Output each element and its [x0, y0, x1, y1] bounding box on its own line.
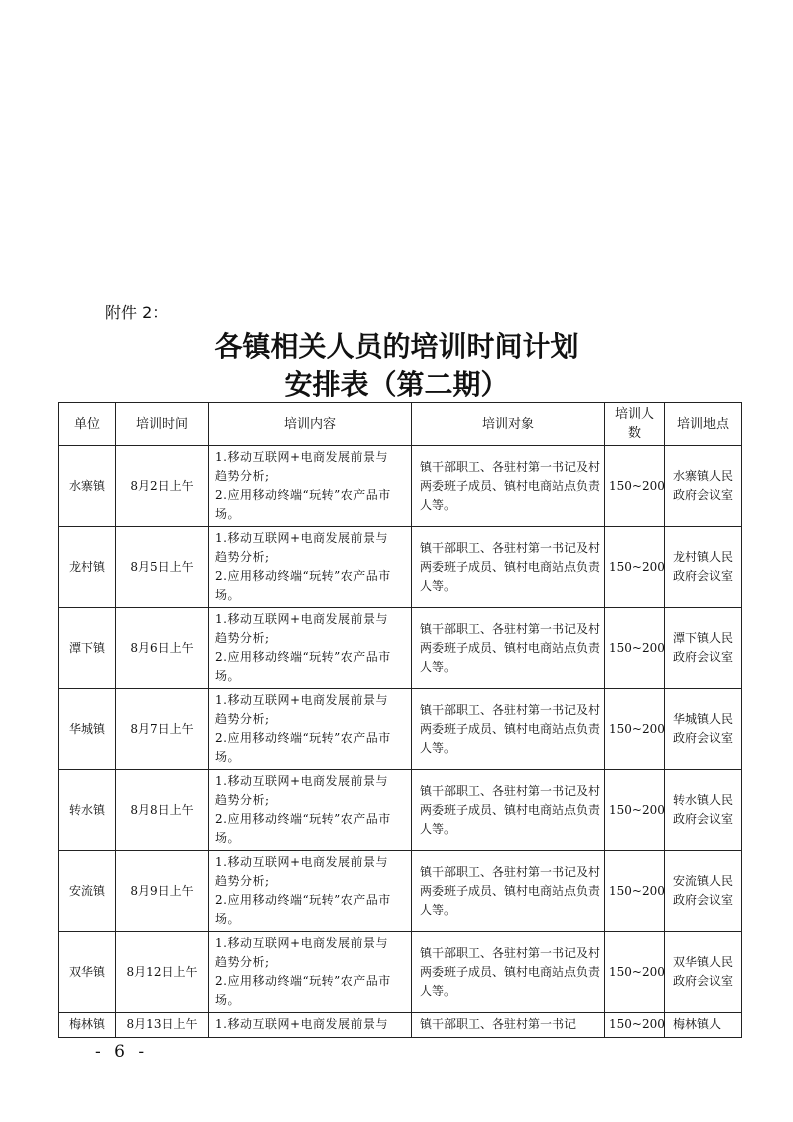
content-line: 1.移动互联网+电商发展前景与 — [215, 936, 389, 950]
cell-place: 潭下镇人民政府会议室 — [665, 608, 742, 689]
content-line: 2.应用移动终端“玩转”农产品市 — [215, 569, 391, 583]
cell-content — [209, 932, 412, 1013]
content-line: 1.移动互联网+电商发展前景与 — [215, 1017, 389, 1031]
page-number: - 6 - — [95, 1042, 149, 1062]
table-row — [59, 527, 742, 608]
cell-target: 镇干部职工、各驻村第一书记及村两委班子成员、镇村电商站点负责人等。 — [412, 932, 605, 1013]
cell-count: 150~200 — [605, 446, 665, 527]
cell-count: 150~200 — [605, 770, 665, 851]
cell-time: 8月13日上午 — [116, 1013, 209, 1038]
cell-time: 8月5日上午 — [116, 527, 209, 608]
content-line: 2.应用移动终端“玩转”农产品市场。 — [215, 488, 391, 521]
cell-content — [209, 851, 412, 932]
content-line: 1.移动互联网+电商发展前景与 — [215, 531, 389, 545]
table-row — [59, 689, 742, 770]
content-line: 趋势分析; — [215, 955, 270, 969]
cell-target: 镇干部职工、各驻村第一书记及村两委班子成员、镇村电商站点负责人等。 — [412, 770, 605, 851]
cell-unit: 水寨镇 — [59, 446, 116, 527]
cell-content — [209, 770, 412, 851]
cell-time: 8月2日上午 — [116, 446, 209, 527]
content-line: 趋势分析; — [215, 631, 270, 645]
content-line: 场。 — [215, 669, 241, 683]
cell-time: 8月8日上午 — [116, 770, 209, 851]
content-line: 2.应用移动终端“玩转”农产品市 — [215, 650, 391, 664]
cell-place: 龙村镇人民政府会议室 — [665, 527, 742, 608]
content-line: 趋势分析; — [215, 793, 270, 807]
header-unit: 单位 — [59, 403, 116, 446]
content-line: 场。 — [215, 750, 241, 764]
content-line: 场。 — [215, 831, 241, 845]
attachment-label: 附件 2： — [105, 303, 169, 322]
table-row — [59, 770, 742, 851]
header-target: 培训对象 — [412, 403, 605, 446]
cell-count: 150~200 — [605, 527, 665, 608]
content-line: 2.应用移动终端“玩转”农产品市 — [215, 974, 391, 988]
content-line: 场。 — [215, 912, 241, 926]
cell-content — [209, 689, 412, 770]
content-line: 2.应用移动终端“玩转”农产品市 — [215, 812, 391, 826]
content-line: 1.移动互联网+电商发展前景与 — [215, 774, 389, 788]
cell-target: 镇干部职工、各驻村第一书记及村两委班子成员、镇村电商站点负责人等。 — [412, 689, 605, 770]
table-row — [59, 851, 742, 932]
content-line: 场。 — [215, 588, 241, 602]
content-line: 1.移动互联网+电商发展前景与 — [215, 450, 389, 464]
cell-place: 水寨镇人民政府会议室 — [665, 446, 742, 527]
cell-unit: 安流镇 — [59, 851, 116, 932]
content-line: 场。 — [215, 993, 241, 1007]
content-line: 1.移动互联网+电商发展前景与 — [215, 855, 389, 869]
content-line: 2.应用移动终端“玩转”农产品市 — [215, 893, 391, 907]
header-time: 培训时间 — [116, 403, 209, 446]
content-line: 趋势分析; — [215, 874, 270, 888]
cell-time: 8月6日上午 — [116, 608, 209, 689]
cell-content — [209, 446, 412, 527]
cell-count: 150~200 — [605, 689, 665, 770]
document-title-line-1: 各镇相关人员的培训时间计划 — [214, 330, 579, 363]
cell-content — [209, 608, 412, 689]
cell-time: 8月7日上午 — [116, 689, 209, 770]
header-place: 培训地点 — [665, 403, 742, 446]
cell-count: 150~200 — [605, 932, 665, 1013]
content-line: 2.应用移动终端“玩转”农产品市 — [215, 731, 391, 745]
cell-place: 华城镇人民政府会议室 — [665, 689, 742, 770]
cell-unit: 龙村镇 — [59, 527, 116, 608]
content-line: 1.移动互联网+电商发展前景与 — [215, 612, 389, 626]
cell-unit: 梅林镇 — [59, 1013, 116, 1038]
cell-target: 镇干部职工、各驻村第一书记 — [412, 1013, 605, 1038]
cell-target: 镇干部职工、各驻村第一书记及村两委班子成员、镇村电商站点负责人等。 — [412, 446, 605, 527]
cell-unit: 双华镇 — [59, 932, 116, 1013]
cell-target: 镇干部职工、各驻村第一书记及村两委班子成员、镇村电商站点负责人等。 — [412, 608, 605, 689]
cell-target: 镇干部职工、各驻村第一书记及村两委班子成员、镇村电商站点负责人等。 — [412, 527, 605, 608]
table-row — [59, 608, 742, 689]
document-title-line-2: 安排表（第二期） — [284, 368, 509, 401]
cell-target: 镇干部职工、各驻村第一书记及村两委班子成员、镇村电商站点负责人等。 — [412, 851, 605, 932]
cell-content — [209, 1013, 412, 1038]
cell-time: 8月12日上午 — [116, 932, 209, 1013]
cell-place: 双华镇人民政府会议室 — [665, 932, 742, 1013]
cell-count: 150~200 — [605, 1013, 665, 1038]
header-content: 培训内容 — [209, 403, 412, 446]
content-line: 趋势分析; — [215, 712, 270, 726]
cell-content — [209, 527, 412, 608]
cell-time: 8月9日上午 — [116, 851, 209, 932]
cell-place: 梅林镇人 — [665, 1013, 742, 1038]
cell-place: 转水镇人民政府会议室 — [665, 770, 742, 851]
table-row — [59, 446, 742, 527]
cell-place: 安流镇人民政府会议室 — [665, 851, 742, 932]
header-count: 培训人数 — [605, 403, 665, 446]
cell-unit: 转水镇 — [59, 770, 116, 851]
content-line: 趋势分析; — [215, 469, 270, 483]
training-schedule-table — [58, 402, 742, 1038]
table-header-row — [59, 403, 742, 446]
content-line: 趋势分析; — [215, 550, 270, 564]
cell-unit: 华城镇 — [59, 689, 116, 770]
table-row — [59, 1013, 742, 1038]
cell-count: 150~200 — [605, 608, 665, 689]
table-row — [59, 932, 742, 1013]
cell-count: 150~200 — [605, 851, 665, 932]
cell-unit: 潭下镇 — [59, 608, 116, 689]
content-line: 1.移动互联网+电商发展前景与 — [215, 693, 389, 707]
